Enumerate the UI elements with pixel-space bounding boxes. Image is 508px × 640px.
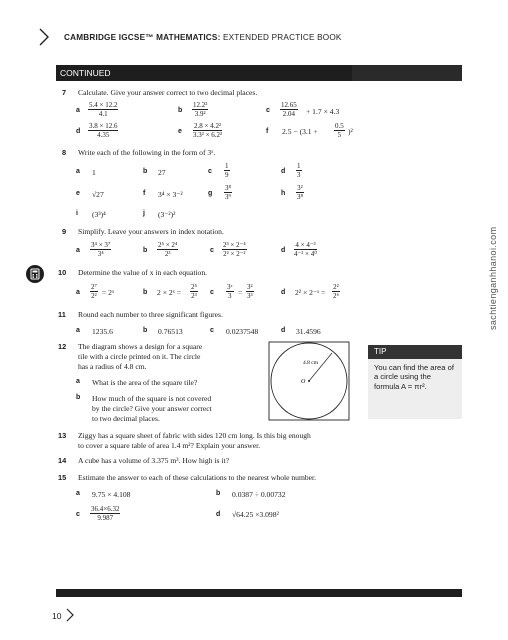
q11d-expr: 31.4596	[296, 327, 321, 336]
q8c-label: c	[208, 168, 212, 175]
q7c-rest: + 1.7 × 4.3	[306, 107, 340, 116]
q13-line2: to cover a square table of area 1.4 m²? Explain your answer.	[78, 441, 261, 450]
q10a-fraction: $\frac{\text{2⁷}}{\text{2²}}$	[91, 283, 97, 300]
q12b-line3: to two decimal places.	[92, 414, 160, 423]
q12a-text: What is the area of the square tile?	[92, 378, 198, 387]
q10c-equals: =	[238, 288, 243, 297]
q7a-label: a	[76, 107, 80, 114]
book-title: CAMBRIDGE IGCSE™ MATHEMATICS: EXTENDED PRACTICE BOOK	[64, 32, 342, 42]
q9c-fraction: $\frac{\text{2³ × 2⁻⁴}}{\text{2² × 2⁻²}}$	[223, 241, 246, 258]
q7e-fraction: $\frac{\text{2.8 × 4.2²}}{\text{3.3² × 6.2²}}$	[193, 122, 223, 139]
q14-number: 14	[58, 456, 67, 465]
q8f-label: f	[143, 190, 146, 197]
running-header	[38, 28, 342, 46]
q14-text: A cube has a volume of 3.375 m³. How high is it?	[78, 456, 229, 465]
q11-text: Round each number to three significant figures.	[78, 310, 223, 319]
continued-bar: CONTINUED	[56, 65, 352, 81]
footer-bar	[56, 589, 462, 597]
q11a-expr: 1235.6	[92, 327, 113, 336]
q8e-expr: √27	[92, 190, 104, 199]
q12a-label: a	[76, 378, 80, 385]
q8d-fraction: $\frac{1}{3}$	[297, 162, 301, 179]
q7b-fraction: $\frac{\text{12.2²}}{\text{3.9²}}$	[193, 101, 208, 118]
q12-number: 12	[58, 342, 67, 351]
q13-line1: Ziggy has a square sheet of fabric with sides 120 cm long. Is this big enough	[78, 431, 311, 440]
q9b-label: b	[143, 247, 148, 254]
q11b-label: b	[143, 327, 148, 334]
radius-line	[309, 353, 332, 381]
q7-number: 7	[62, 88, 67, 97]
q7f-suffix: )²	[348, 127, 353, 136]
q8a-expr: 1	[92, 168, 96, 177]
q8g-label: g	[208, 190, 213, 197]
q8d-label: d	[281, 168, 286, 175]
q7c-fraction: $\frac{12.65}{2.04}$	[281, 101, 297, 118]
q15a-expr: 9.75 × 4.108	[92, 490, 131, 499]
q11b-expr: 0.76513	[158, 327, 183, 336]
q7f-fraction: $\frac{0.5}{5}$	[335, 122, 344, 139]
q7f-prefix: 2.5 − (3.1 +	[282, 127, 318, 136]
q8j-label: j	[143, 210, 145, 217]
tip-header: TIP	[368, 345, 462, 359]
q10d-fraction: $\frac{\text{2²}}{\text{2⁶}}$	[333, 283, 339, 300]
q8h-fraction: $\frac{\text{3²}}{\text{3⁸}}$	[297, 184, 303, 201]
q9b-fraction: $\frac{\text{2⁵ × 2⁴}}{\text{2³}}$	[158, 241, 178, 258]
q7d-label: d	[76, 128, 81, 135]
q11c-expr: 0.0237548	[226, 327, 259, 336]
q12b-line2: by the circle? Give your answer correct	[92, 404, 212, 413]
q11a-label: a	[76, 327, 80, 334]
q8i-label: i	[76, 210, 78, 217]
calculator-icon	[26, 265, 44, 283]
q10-number: 10	[58, 268, 67, 277]
chevron-right-icon	[38, 28, 50, 46]
q9d-label: d	[281, 247, 286, 254]
q8h-label: h	[281, 190, 286, 197]
centre-label: O	[301, 379, 306, 385]
q10c-fraction-left: $\frac{\text{3ˣ}}{3}$	[227, 283, 233, 300]
q15d-label: d	[216, 511, 221, 518]
q12-text-line2: tile with a circle printed on it. The circle	[78, 352, 201, 361]
q8c-fraction: $\frac{1}{9}$	[225, 162, 229, 179]
q9a-fraction: $\frac{\text{3⁴ × 3⁷}}{\text{3⁴}}$	[91, 241, 111, 258]
q12b-line1: How much of the square is not covered	[92, 394, 212, 403]
q11d-label: d	[281, 327, 286, 334]
q10b-fraction: $\frac{\text{2⁵}}{\text{2³}}$	[191, 283, 197, 300]
q10b-prefix: 2 × 2ˣ =	[157, 288, 182, 297]
q8-text: Write each of the following in the form of 3ˣ.	[78, 148, 216, 157]
q10d-label: d	[281, 289, 286, 296]
square-tile-diagram	[268, 341, 350, 421]
q9d-fraction: $\frac{\text{4 × 4⁻³}}{\text{4⁻² × 4⁰}}$	[294, 241, 318, 258]
chevron-right-icon	[66, 608, 74, 622]
q15-number: 15	[58, 473, 67, 482]
q8f-expr: 3⁴ × 3⁻²	[158, 190, 183, 199]
tip-text: You can find the area of a circle using the formula A = πr².	[368, 359, 462, 419]
q7b-label: b	[178, 107, 183, 114]
q15c-fraction: $\frac{36.4\times 6.32}{9.987}$	[91, 505, 120, 522]
q7-text: Calculate. Give your answer correct to two decimal places.	[78, 88, 258, 97]
q9c-label: c	[210, 247, 214, 254]
q10a-label: a	[76, 289, 80, 296]
q9a-label: a	[76, 247, 80, 254]
q8g-fraction: $\frac{\text{3⁸}}{\text{3⁹}}$	[225, 184, 231, 201]
q9-number: 9	[62, 227, 67, 236]
q7c-label: c	[266, 107, 270, 114]
q8e-label: e	[76, 190, 80, 197]
q10a-rest: = 2ˣ	[102, 288, 115, 297]
q12b-label: b	[76, 394, 81, 401]
q10b-label: b	[143, 289, 148, 296]
q15b-expr: 0.0387 ÷ 0.00732	[232, 490, 286, 499]
q7d-fraction: $\frac{3.8 \times 12.6}{4.35}$	[89, 122, 118, 139]
q10c-label: c	[210, 289, 214, 296]
q8a-label: a	[76, 168, 80, 175]
q9-text: Simplify. Leave your answers in index notation.	[78, 227, 224, 236]
q8i-expr: (3³)⁴	[92, 210, 106, 219]
q11-number: 11	[58, 310, 66, 319]
radius-label: 4.8 cm	[303, 360, 318, 366]
q7f-label: f	[266, 128, 269, 135]
page-number: 10	[52, 611, 62, 621]
q11c-label: c	[210, 327, 214, 334]
q10d-prefix: 2² × 2⁻ˣ =	[295, 288, 326, 297]
continued-bar-extension	[352, 65, 462, 81]
q15c-label: c	[76, 511, 80, 518]
q10c-fraction-right: $\frac{\text{3²}}{\text{3³}}$	[247, 283, 253, 300]
q8-number: 8	[62, 148, 67, 157]
q15b-label: b	[216, 490, 221, 497]
q15-text: Estimate the answer to each of these calculations to the nearest whole number.	[78, 473, 317, 482]
q13-number: 13	[58, 431, 67, 440]
q10-text: Determine the value of x in each equation.	[78, 268, 208, 277]
q8b-expr: 27	[158, 168, 166, 177]
q7a-fraction: $\frac{5.4 \times 12.2}{4.1}$	[89, 101, 118, 118]
q12-text-line3: has a radius of 4.8 cm.	[78, 362, 147, 371]
side-watermark: sachtienganhhanoi.com	[488, 226, 498, 330]
q7e-label: e	[178, 128, 182, 135]
q8b-label: b	[143, 168, 148, 175]
q15d-expr: √64.25 ×3.098²	[232, 510, 279, 519]
q12-text-line1: The diagram shows a design for a square	[78, 342, 203, 351]
q8j-expr: (3⁻²)²	[158, 210, 176, 219]
q15a-label: a	[76, 490, 80, 497]
centre-point	[308, 380, 310, 382]
